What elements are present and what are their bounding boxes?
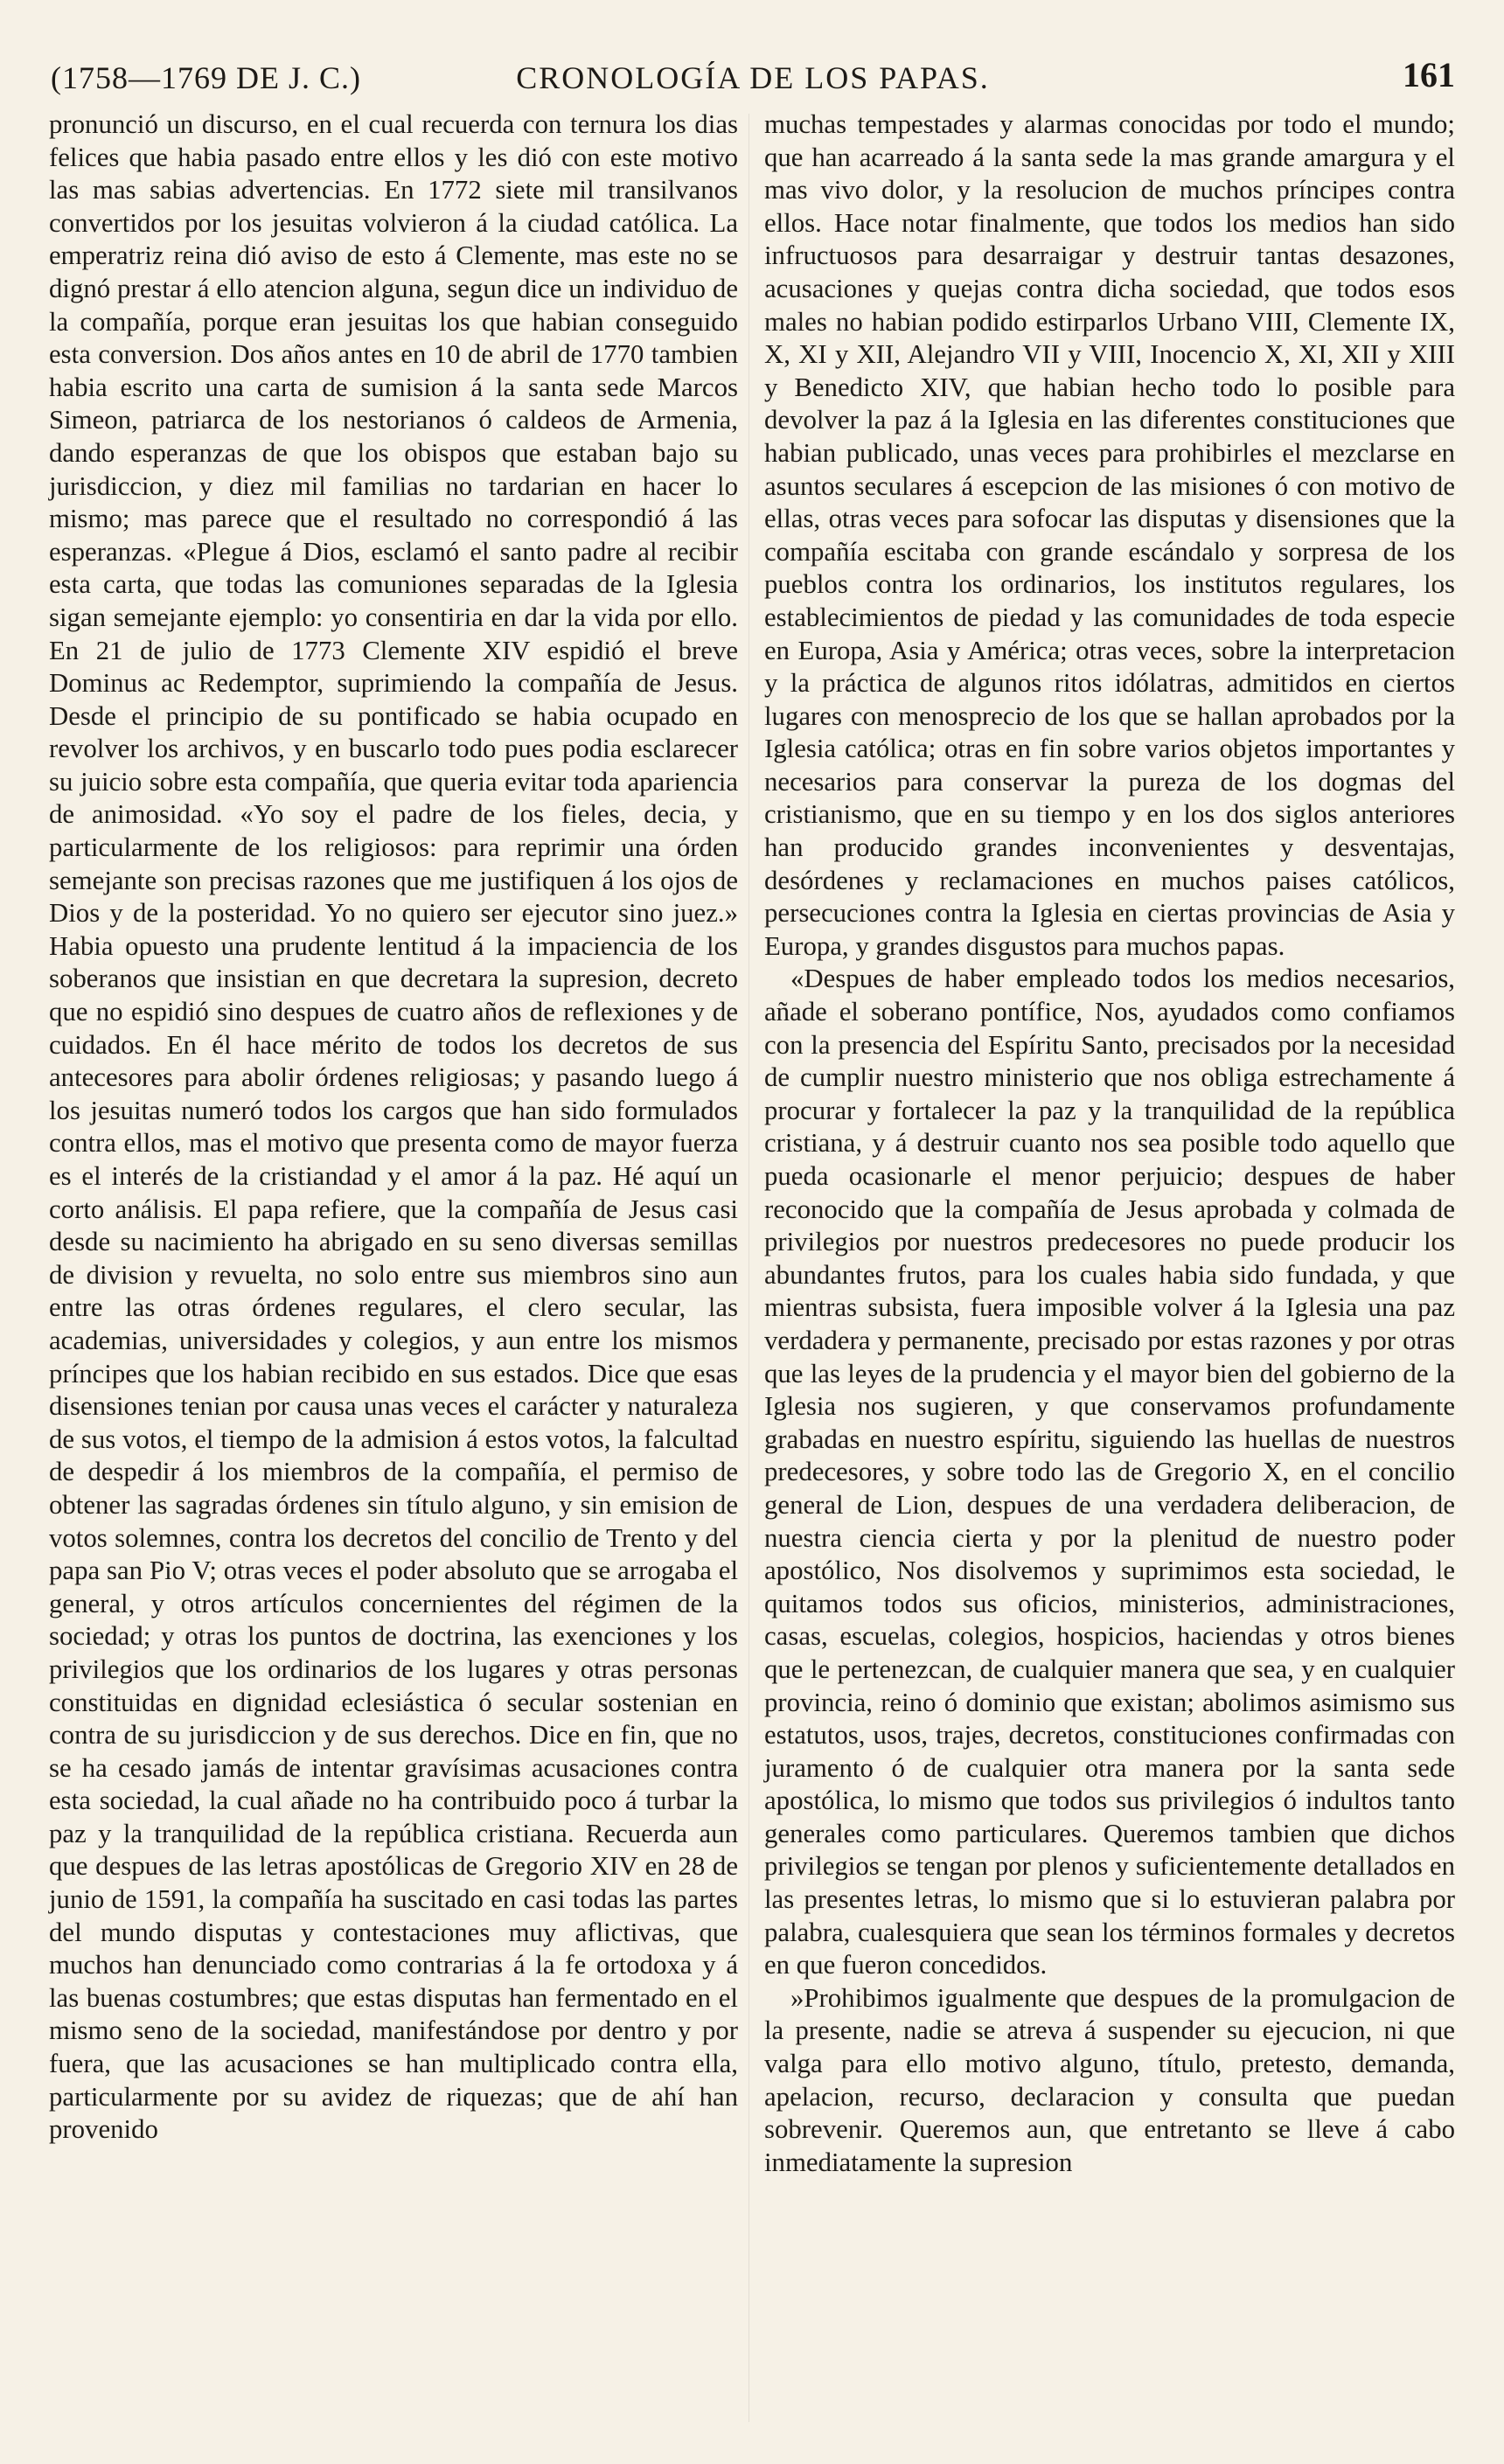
header-date-range: (1758—1769 DE J. C.) — [51, 60, 361, 95]
paragraph: »Prohibimos igualmente que despues de la promulgacion de la presente, nadie se atreva á suspender su ejecucion, ni que valga para ello motivo alguno, título, pretesto, demanda, apelacion, recurso, declaracion y consulta que puedan sobrevenir. Queremos aun, que entretanto se lleve á cabo inmediatamente la supresion — [764, 1982, 1455, 2177]
right-column — [764, 108, 1455, 2179]
paragraph: pronunció un discurso, en el cual recuerda con ternura los dias felices que habia pasado entre ellos y les dió con este motivo las mas sabias advertencias. En 1772 siete mil transilvanos convertidos por los jesuitas volvieron á la ciudad católica. La emperatriz reina dió aviso de esto á Clemente, mas este no se dignó prestar á ello atencion alguna, segun dice un individuo de la compañía, porque eran jesuitas los que habian conseguido esta conversion. Dos años antes en 10 de abril de 1770 tambien habia escrito una carta de sumision á la santa sede Marcos Simeon, patriarca de los nestorianos ó caldeos de Armenia, dando esperanzas de que los obispos que estaban bajo su jurisdiccion, y diez mil familias no tardarian en hacer lo mismo; mas parece que el resultado no correspondió á las esperanzas. «Plegue á Dios, esclamó el santo padre al recibir esta carta, que todas las comuniones separadas de la Iglesia sigan semejante ejemplo: yo consentiria en dar la vida por ello. En 21 de julio de 1773 Clemente XIV espidió el breve Dominus ac Redemptor, suprimiendo la compañía de Jesus. Desde el principio de su pontificado se habia ocupado en revolver los archivos, y en buscarlo todo pues podia esclarecer su juicio sobre esta compañía, que queria evitar toda apariencia de animosidad. «Yo soy el padre de los fieles, decia, y particularmente de los religiosos: para reprimir una órden semejante son precisas razones que me justifiquen á los ojos de Dios y de la posteridad. Yo no quiero ser ejecutor sino juez.» Habia opuesto una prudente lentitud á la impaciencia de los soberanos que insistian en que decretara la supresion, decreto que no espidió sino despues de cuatro años de reflexiones y de cuidados. En él hace mérito de todos los decretos de sus antecesores para abolir órdenes religiosas; y pasando luego á los jesuitas numeró todos los cargos que han sido formulados contra ellos, mas el motivo que presenta como de mayor fuerza es el interés de la cristiandad y el amor á la paz. Hé aquí un corto análisis. El papa refiere, que la compañía de Jesus casi desde su nacimiento ha abrigado en su seno diversas semillas de division y revuelta, no solo entre sus miembros sino aun entre las otras órdenes regulares, el clero secular, las academias, universidades y colegios, y aun entre los mismos príncipes que los habian recibido en sus estados. Dice que esas disensiones tenian por causa unas veces el carácter y naturaleza de sus votos, el tiempo de la admision á estos votos, la falcultad de despedir á los miembros de la compañía, el permiso de obtener las sagradas órdenes sin título alguno, y sin emision de votos solemnes, contra los decretos del concilio de Trento y del papa san Pio V; otras veces el poder absoluto que se arrogaba el general, y otros artículos concernientes del régimen de la sociedad; y otras los puntos de doctrina, las exenciones y los privilegios que los ordinarios de los lugares y otras personas constituidas en dignidad eclesiástica ó secular sostenian en contra de su jurisdiccion y de sus derechos. Dice en fin, que no se ha cesado jamás de intentar gravísimas acusaciones contra esta sociedad, la cual añade no ha contribuido poco á turbar la paz y la tranquilidad de la república cristiana. Recuerda aun que despues de las letras apostólicas de Gregorio XIV en 28 de junio de 1591, la compañía ha suscitado en casi todas las partes del mundo disputas y contestaciones muy aflictivas, que muchos han denunciado como contrarias á la fe ortodoxa y á las buenas costumbres; que estas disputas han fermentado en el mismo seno de la sociedad, manifestándose por dentro y por fuera, que las acusaciones se han multiplicado contra ella, particularmente por su avidez de riquezas; que de ahí han provenido — [49, 109, 738, 2145]
running-header — [51, 54, 1455, 108]
paragraph: «Despues de haber empleado todos los medios necesarios, añade el soberano pontífice, Nos, ayudados como confiamos con la presencia del Espíritu Santo, precisados por la necesidad de cumplir nuestro ministerio que nos obliga estrechamente á procurar y fortalecer la paz y la tranquilidad de la república cristiana, y á destruir cuanto nos sea posible todo aquello que pueda ocasionarle el menor perjuicio; despues de haber reconocido que la compañía de Jesus aprobada y colmada de privilegios por nuestros predecesores no puede producir los abundantes frutos, para los cuales habia sido fundada, y que mientras subsista, fuera imposible volver á la Iglesia una paz verdadera y permanente, precisado por estas razones y por otras que las leyes de la prudencia y el mayor bien del gobierno de la Iglesia nos sugieren, y que conservamos profundamente grabadas en nuestro espíritu, siguiendo las huellas de nuestros predecesores, y sobre todo las de Gregorio X, en el concilio general de Lion, despues de una verdadera deliberacion, de nuestra ciencia cierta y por la plenitud de nuestro poder apostólico, Nos disolvemos y suprimimos esta sociedad, le quitamos todos sus oficios, ministerios, administraciones, casas, escuelas, colegios, hospicios, haciendas y otros bienes que le pertenezcan, de cualquier manera que sea, y en cualquier provincia, reino ó dominio que existan; abolimos asimismo sus estatutos, usos, trajes, decretos, constituciones confirmadas con juramento ó de cualquier otra manera por la santa sede apostólica, lo mismo que todos sus privilegios ó indultos tanto generales como particulares. Queremos tambien que dichos privilegios se tengan por plenos y suficientemente detallados en las presentes letras, lo mismo que si lo estuvieran palabra por palabra, cualesquiera que sean los términos formales y decretos en que fueron concedidos. — [764, 964, 1455, 1980]
left-column — [49, 108, 738, 2147]
page-number: 161 — [1403, 55, 1455, 94]
header-title: CRONOLOGÍA DE LOS PAPAS. — [516, 60, 990, 95]
paragraph: muchas tempestades y alarmas conocidas por todo el mundo; que han acarreado á la santa sede la mas grande amargura y el mas vivo dolor, y la resolucion de muchos príncipes contra ellos. Hace notar finalmente, que todos los medios han sido infructuosos para desarraigar y destruir tantas desazones, acusaciones y quejas contra dicha sociedad, que todos esos males no habian podido estirparlos Urbano VIII, Clemente IX, X, XI y XII, Alejandro VII y VIII, Inocencio X, XI, XII y XIII y Benedicto XIV, que habian hecho todo lo posible para devolver la paz á la Iglesia en las diferentes constituciones que habian publicado, unas veces para prohibirles el mezclarse en asuntos seculares á escepcion de las misiones ó con motivo de ellas, otras veces para sofocar las disputas y disensiones que la compañía escitaba con grande escándalo y sorpresa de los pueblos contra los ordinarios, los institutos regulares, los establecimientos de piedad y las comunidades de toda especie en Europa, Asia y América; otras veces, sobre la interpretacion y la práctica de algunos ritos idólatras, admitidos en ciertos lugares con menosprecio de los que se hallan aprobados por la Iglesia católica; otras en fin sobre varios objetos importantes y necesarios para conservar la pureza de los dogmas del cristianismo, que en su tiempo y en los dos siglos anteriores han producido grandes inconvenientes y desventajas, desórdenes y reclamaciones en muchos paises católicos, persecuciones contra la Iglesia en ciertas provincias de Asia y Europa, y grandes disgustos para muchos papas. — [764, 109, 1455, 961]
